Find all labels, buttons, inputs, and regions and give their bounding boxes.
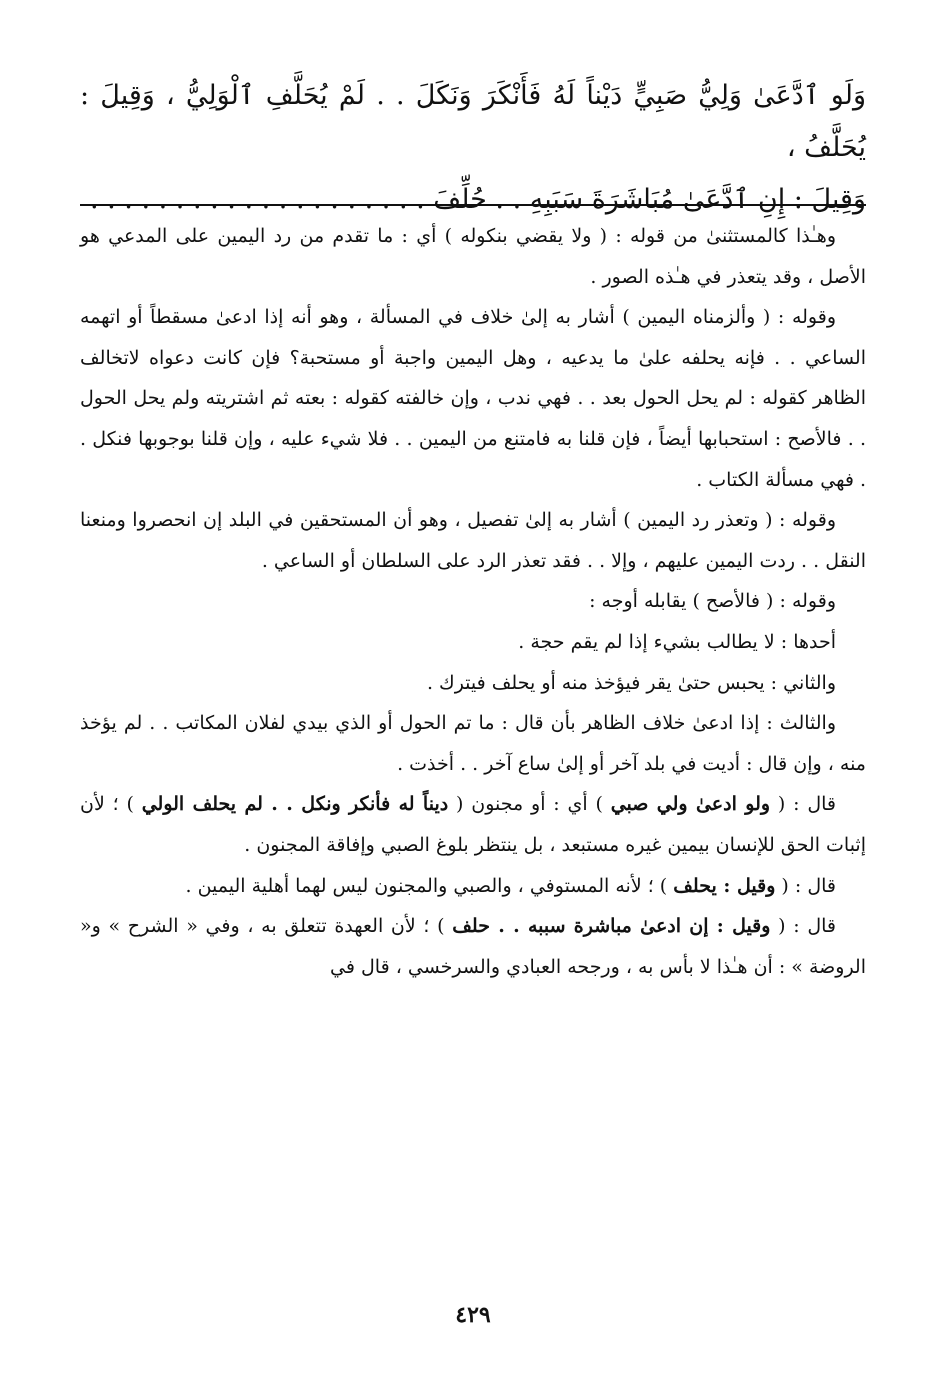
quote-intro: قال : ( [770,793,836,816]
commentary-paragraph: وقوله : ( فالأصح ) يقابله أوجه : [589,590,836,613]
quote-intro: قال : ( [770,915,837,938]
main-text-line-1: وَلَو ٱدَّعَىٰ وَلِيُّ صَبِيٍّ دَيْناً لَهُ فَأَنْكَرَ وَنَكَلَ . . لَمْ يُحَلَّفِ ٱلْوَلِيُّ ، وَقِيلَ : يُحَلَّفُ ، [80,80,866,163]
quote-intro: قال : ( [775,874,836,897]
commentary-list-item: والثاني : يحبس حتىٰ يقر فيؤخذ منه أو يحلف فيترك . [426,671,836,694]
commentary-paragraph: وقوله : ( وألزمناه اليمين ) أشار به إلىٰ خلاف في المسألة ، وهو أنه إذا ادعىٰ مسقطاً أو اتهمه الساعي . . فإنه يحلفه علىٰ ما يدعيه ، وهل اليمين واجبة أو مستحبة؟ فإن كانت دعواه لاتخالف الظاهر كقوله : لم يحل الحول بعد . . فهي ندب ، وإن خالفته كقوله : بعته ثم اشتريته ولم يحل الحول . . فالأصح : استحبابها أيضاً ، فإن قلنا به فامتنع من اليمين . . فلا شيء عليه ، وإن قلنا بوجوبها فنكل . . فهي مسألة الكتاب . [80,306,866,491]
page-number: ٤٢٩ [455,1302,491,1328]
commentary-paragraph: وقوله : ( وتعذر رد اليمين ) أشار به إلىٰ تفصيل ، وهو أن المستحقين في البلد إن انحصروا ومنعنا النقل . . ردت اليمين عليهم ، وإلا . . فقد تعذر الرد على السلطان أو الساعي . [80,509,866,572]
commentary-paragraph [80,784,866,865]
quoted-main-text: وقيل : إن ادعىٰ مباشرة سببه . . حلف [452,915,771,938]
quoted-main-text: وقيل : يحلف [673,874,776,897]
commentary-paragraph [80,906,866,987]
commentary-block [80,216,866,987]
commentary-list-item: والثالث : إذا ادعىٰ خلاف الظاهر بأن قال : ما تم الحول أو الذي بيدي لفلان المكاتب . . لم يؤخذ منه ، وإن قال : أديت في بلد آخر أو إلىٰ ساع آخر . . أخذت . [80,712,866,775]
commentary-text: ) ؛ لأن العهدة تتعلق به ، وفي « الشرح » و« الروضة » : أن هـٰذا لا بأس به ، ورجحه العبادي والسرخسي ، قال في [80,915,866,978]
commentary-text: ) ؛ لأنه المستوفي ، والصبي والمجنون ليس لهما أهلية اليمين . [185,874,674,897]
commentary-paragraph [80,866,866,907]
quoted-main-text: ديناً له فأنكر ونكل . . لم يحلف الولي [141,793,449,816]
commentary-paragraph: وهـٰذا كالمستثنىٰ من قوله : ( ولا يقضي بنكوله ) أي : ما تقدم من رد اليمين على المدعي هو الأصل ، وقد يتعذر في هـٰذه الصور . [80,225,866,288]
separator-line [80,204,866,206]
main-text-line-2: وَقِيلَ : إِنِ ٱدَّعَىٰ مُبَاشَرَةَ سَبَبِهِ . . حُلِّفَ . . . . . . . . . . . . . . . . . . . . [89,184,866,215]
main-text-block [80,70,866,226]
commentary-text: ) ؛ لأن إثبات الحق للإنسان بيمين غيره مستبعد ، بل ينتظر بلوغ الصبي وإفاقة المجنون . [80,793,866,856]
quoted-main-text: ولو ادعىٰ ولي صبي [610,793,771,816]
commentary-list-item: أحدها : لا يطالب بشيء إذا لم يقم حجة . [518,630,836,653]
commentary-text: ) أي : أو مجنون ( [448,793,611,816]
